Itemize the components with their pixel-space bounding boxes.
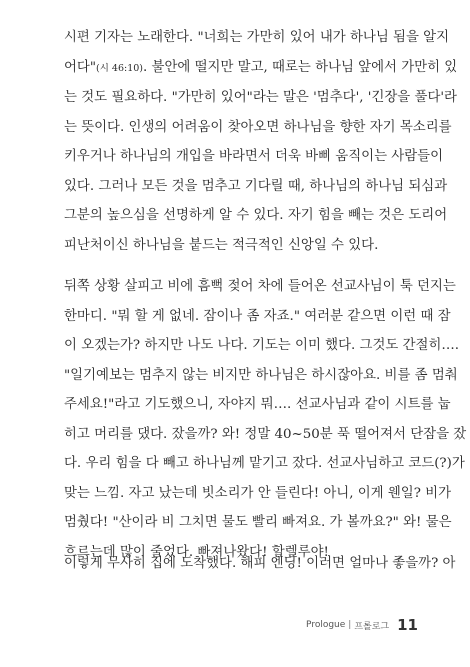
text-line: 맞는 느낌. 자고 났는데 빗소리가 안 들린다! 아니, 이게 웬일? 비가 (64, 485, 452, 501)
footer-separator: | (348, 620, 352, 630)
text-line: 멈췄다! "산이라 비 그치면 물도 빨리 빠져요. 가 볼까요?" 와! 물은 (64, 515, 452, 530)
text-line: 는 것도 필요하다. "가만히 있어"라는 말은 '멈추다', '긴장을 풀다'라 (64, 90, 457, 105)
text-line: 키우거나 하나님의 개입을 바라면서 더욱 바삐 움직이는 사람들이 (64, 149, 444, 164)
text-line: 주세요!"라고 기도했으니, 자야지 뭐…. 선교사님과 같이 시트를 눕 (64, 397, 451, 412)
paragraph-2 (64, 272, 467, 567)
text-line: 시편 기자는 노래한다. "너희는 가만히 있어 내가 하나님 됨을 알지 (64, 30, 450, 45)
page-footer (306, 616, 418, 634)
page-number: 11 (397, 616, 418, 634)
text-line-with-reference (64, 53, 458, 84)
text-fragment: 어다" (64, 59, 97, 75)
text-line: 있다. 그러나 모든 것을 멈추고 기다릴 때, 하나님의 하나님 되심과 (64, 178, 448, 194)
text-fragment: . 불안에 떨지만 말고, 때로는 하나님 앞에서 가만히 있 (143, 59, 458, 75)
text-line: 이렇게 무사히 집에 도착했다. 해피 엔딩! 이러면 얼마나 좋을까? 아 (64, 556, 456, 571)
text-line: 다. 우리 힘을 다 빼고 하나님께 맡기고 잤다. 선교사님하고 코드(?)가 (64, 456, 465, 471)
scripture-reference: (시 46:10) (96, 62, 144, 74)
text-line: 흐르는데 많이 줄었다. 빠져나왔다! 할렐루야! (64, 544, 329, 560)
text-line: 뒤쪽 상황 살피고 비에 흠뻑 젖어 차에 들어온 선교사님이 툭 던지는 (64, 279, 456, 294)
paragraph-1 (64, 23, 458, 260)
section-label: Prologue (306, 620, 346, 630)
text-line: 이 오겠는가? 하지만 나도 나다. 기도는 이미 했다. 그것도 간절히…. (64, 338, 460, 353)
text-line: 피난처이신 하나님을 붙드는 적극적인 신앙일 수 있다. (64, 237, 379, 253)
paragraph-3 (64, 549, 456, 579)
text-line: 히고 머리를 댔다. 잤을까? 와! 정말 40~50분 푹 떨어져서 단잠을 잤 (64, 426, 467, 442)
section-label-korean: 프롤로그 (354, 621, 390, 632)
text-line: 는 뜻이다. 인생의 어려움이 찾아오면 하나님을 향한 자기 목소리를 (64, 119, 452, 135)
text-line: 한마디. "뭐 할 게 없네. 잠이나 좀 자죠." 여러분 같으면 이런 때 잠 (64, 308, 451, 324)
text-line: 그분의 높으심을 선명하게 알 수 있다. 자기 힘을 빼는 것은 도리어 (64, 208, 448, 223)
text-line: "일기예보는 멈추지 않는 비지만 하나님은 하시잖아요. 비를 좀 멈춰 (64, 367, 458, 383)
